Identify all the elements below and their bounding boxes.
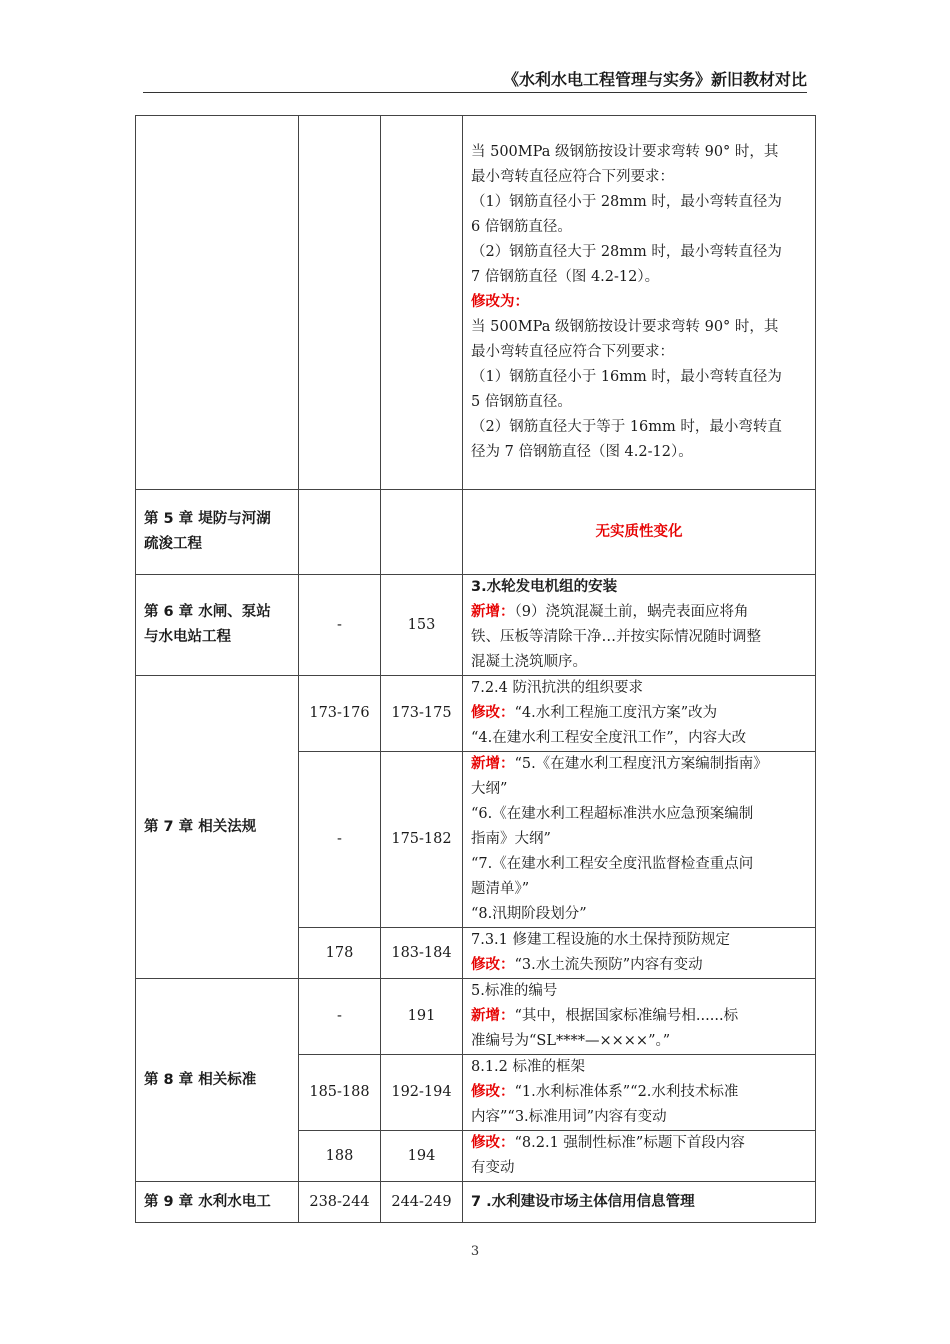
content-line: 当 500MPa 级钢筋按设计要求弯转 90° 时，其: [471, 144, 779, 160]
header-rule: [143, 92, 807, 93]
add-label: 新增：: [471, 1008, 515, 1024]
change-content-cell: 修改：“8.2.1 强制性标准”标题下首段内容 有变动: [463, 1131, 816, 1182]
add-label: 新增：: [471, 604, 515, 620]
chapter-cell: 第 6 章 水闸、泵站 与水电站工程: [136, 575, 299, 676]
old-page-cell: 178: [299, 928, 381, 979]
old-page-cell: 188: [299, 1131, 381, 1182]
old-page-cell: [299, 490, 381, 575]
change-content-cell: 3.水轮发电机组的安装 新增：（9）浇筑混凝土前，蜗壳表面应将角 铁、压板等清除干净…并按实际情况随时调整 混凝土浇筑顺序。: [463, 575, 816, 676]
table-row: [136, 676, 816, 752]
old-page-cell: [299, 116, 381, 490]
new-page-cell: [381, 116, 463, 490]
content-line: （1）钢筋直径小于 16mm 时，最小弯转直径为: [471, 369, 782, 385]
chapter-cell: 第 8 章 相关标准: [136, 979, 299, 1182]
change-content-cell: [463, 116, 816, 490]
change-content-cell: 8.1.2 标准的框架 修改：“1.水利标准体系”“2.水利技术标准 内容”“3.标准用词”内容有变动: [463, 1055, 816, 1131]
table-row: [136, 1182, 816, 1223]
content-line: 7 倍钢筋直径（图 4.2-12）。: [471, 269, 660, 285]
content-line: 6 倍钢筋直径。: [471, 219, 572, 235]
old-page-cell: 173-176: [299, 676, 381, 752]
new-page-cell: [381, 490, 463, 575]
table-row: [136, 575, 816, 676]
no-change-note: 无实质性变化: [595, 523, 683, 540]
old-page-cell: -: [299, 979, 381, 1055]
comparison-table: [135, 115, 816, 1223]
chapter-cell: 第 5 章 堤防与河湖 疏浚工程: [136, 490, 299, 575]
content-line: （2）钢筋直径大于等于 16mm 时，最小弯转直: [471, 419, 782, 435]
add-label: 新增：: [471, 756, 515, 772]
change-content-cell: 5.标准的编号 新增：“其中，根据国家标准编号相......标 准编号为“SL****—××××”。”: [463, 979, 816, 1055]
old-page-cell: -: [299, 752, 381, 928]
modify-label: 修改：: [471, 1084, 515, 1100]
document-header: 《水利水电工程管理与实务》新旧教材对比: [502, 70, 807, 89]
table-row: [136, 116, 816, 490]
modify-label: 修改为：: [471, 294, 529, 310]
page-number: 3: [470, 1244, 480, 1259]
change-content-cell: 7.3.1 修建工程设施的水土保持预防规定 修改：“3.水土流失预防”内容有变动: [463, 928, 816, 979]
table-row: [136, 979, 816, 1055]
content-line: 最小弯转直径应符合下列要求：: [471, 169, 674, 185]
modify-label: 修改：: [471, 957, 515, 973]
chapter-cell: 第 7 章 相关法规: [136, 676, 299, 979]
content-line: 最小弯转直径应符合下列要求：: [471, 344, 674, 360]
content-line: 径为 7 倍钢筋直径（图 4.2-12）。: [471, 444, 693, 460]
old-page-cell: 238-244: [299, 1182, 381, 1223]
content-line: 当 500MPa 级钢筋按设计要求弯转 90° 时，其: [471, 319, 779, 335]
new-page-cell: 173-175: [381, 676, 463, 752]
chapter-cell: [136, 116, 299, 490]
chapter-cell: 第 9 章 水利水电工: [136, 1182, 299, 1223]
old-page-cell: 185-188: [299, 1055, 381, 1131]
table-row: [136, 490, 816, 575]
modify-label: 修改：: [471, 705, 515, 721]
new-page-cell: 192-194: [381, 1055, 463, 1131]
new-page-cell: 244-249: [381, 1182, 463, 1223]
section-title: 7 .水利建设市场主体信用信息管理: [463, 1182, 816, 1223]
new-page-cell: 175-182: [381, 752, 463, 928]
change-content-cell: [463, 490, 816, 575]
content-line: （2）钢筋直径大于 28mm 时，最小弯转直径为: [471, 244, 782, 260]
change-content-cell: 新增：“5.《在建水利工程度汛方案编制指南》 大纲” “6.《在建水利工程超标准洪水应急预案编制 指南》大纲” “7.《在建水利工程安全度汛监督检查重点问 题清单》” “8.汛期阶段划分”: [463, 752, 816, 928]
section-title: 3.水轮发电机组的安装: [471, 579, 618, 595]
new-page-cell: 153: [381, 575, 463, 676]
old-page-cell: -: [299, 575, 381, 676]
new-page-cell: 194: [381, 1131, 463, 1182]
new-page-cell: 191: [381, 979, 463, 1055]
change-content-cell: 7.2.4 防汛抗洪的组织要求 修改：“4.水利工程施工度汛方案”改为 “4.在建水利工程安全度汛工作”，内容大改: [463, 676, 816, 752]
new-page-cell: 183-184: [381, 928, 463, 979]
content-line: （1）钢筋直径小于 28mm 时，最小弯转直径为: [471, 194, 782, 210]
content-line: 5 倍钢筋直径。: [471, 394, 572, 410]
modify-label: 修改：: [471, 1135, 515, 1151]
